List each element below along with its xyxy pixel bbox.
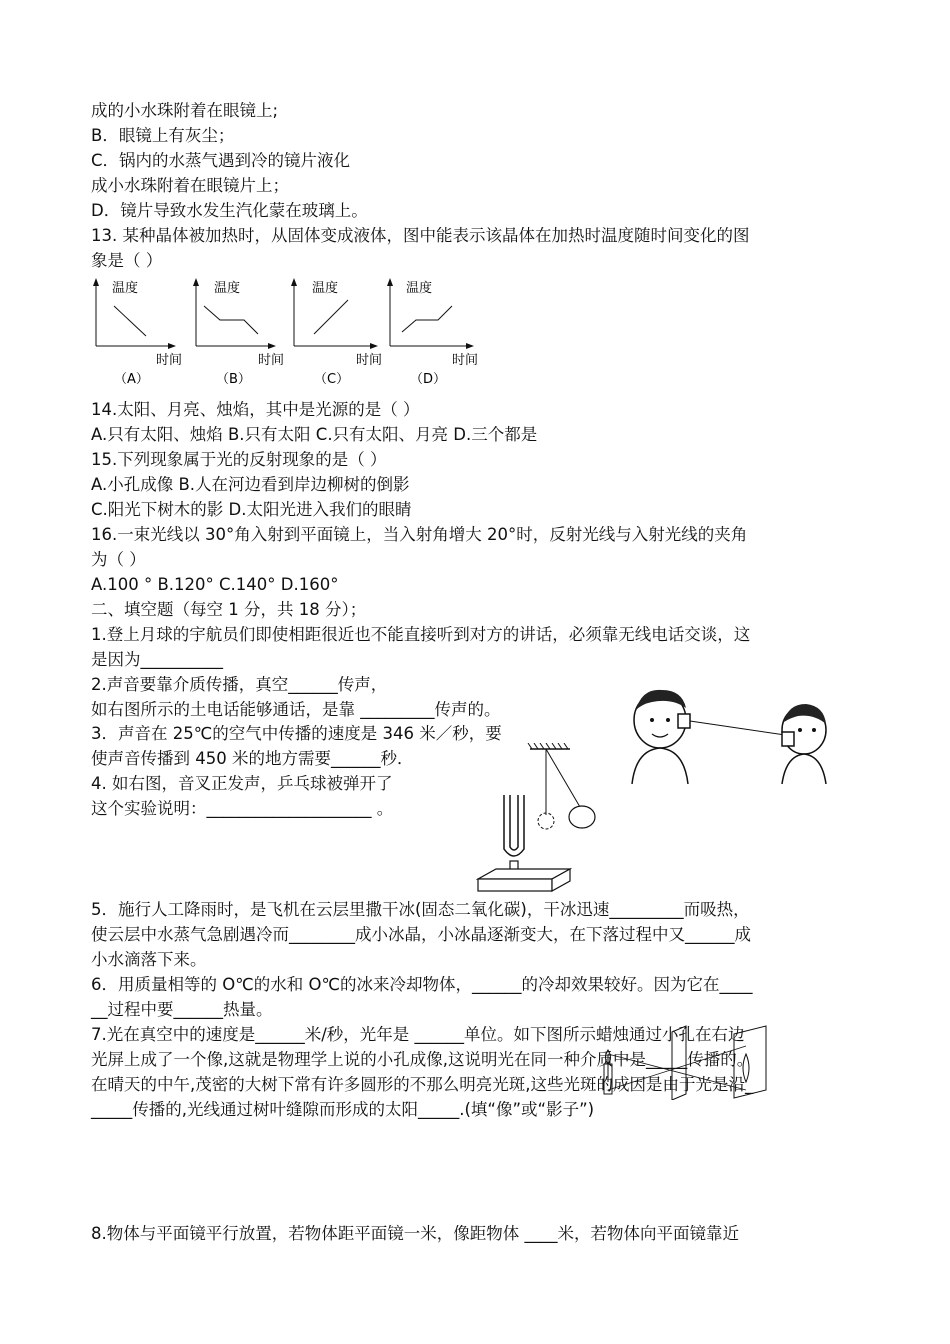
pinhole-camera-illustration	[596, 1024, 774, 1100]
graph-tag: （D）	[410, 372, 447, 386]
x-axis-label: 时间	[452, 353, 479, 368]
x-axis-arrow	[268, 343, 276, 349]
fill-4: 4. 如右图，音叉正发声，乒乓球被弹开了	[91, 774, 393, 793]
y-axis-arrow	[193, 278, 199, 286]
fill-1: 1.登上月球的宇航员们即使相距很近也不能直接听到对方的讲话，必须靠无线电话交谈，这	[91, 625, 751, 644]
question-15-options-row1: A.小孔成像 B.人在河边看到岸边柳树的倒影	[91, 475, 410, 494]
graph-d	[380, 276, 484, 386]
fill-7-line3: 在晴天的中午,茂密的大树下常有许多圆形的不那么明亮光斑,这些光斑的成因是由于光是沿_	[91, 1075, 754, 1094]
base-front	[478, 879, 552, 891]
fill-2-continued: 如右图所示的土电话能够通话，是靠 _________传声的。	[91, 700, 501, 719]
temperature-curve	[114, 306, 146, 336]
y-axis-arrow	[291, 278, 297, 286]
y-axis-label: 温度	[112, 281, 139, 296]
temperature-curve	[204, 306, 258, 334]
fill-6-continued: __过程中要______热量。	[91, 1000, 273, 1019]
fill-5-end: 小水滴落下来。	[91, 950, 207, 969]
question-15: 15.下列现象属于光的反射现象的是（ ）	[91, 450, 387, 469]
string-telephone-illustration	[622, 684, 832, 784]
fill-6: 6．用质量相等的 O℃的水和 O℃的冰来冷却物体，______的冷却效果较好。因为它在____	[91, 975, 753, 994]
ping-pong-ball	[569, 806, 595, 828]
option-c-continued: 成小水珠附着在眼镜片上；	[91, 176, 289, 195]
fill-7-continued: 光屏上成了一个像,这就是物理学上说的小孔成像,这说明光在同一种介质中是_____传播的。	[91, 1050, 754, 1069]
question-13: 13. 某种晶体被加热时，从固体变成液体，图中能表示该晶体在加热时温度随时间变化的图	[91, 226, 750, 245]
graph-a	[86, 276, 186, 386]
left-cup	[678, 714, 690, 728]
ceiling-hatch	[528, 743, 568, 749]
x-axis-label: 时间	[156, 353, 183, 368]
light-ray	[608, 1046, 746, 1090]
fill-1-continued: 是因为__________	[91, 650, 223, 669]
fill-5: 5．施行人工降雨时，是飞机在云层里撒干冰(固态二氧化碳)，干冰迅速_________而吸热，	[91, 900, 750, 919]
y-axis-label: 温度	[214, 281, 241, 296]
tuning-fork-illustration	[476, 743, 608, 893]
fill-8: 8.物体与平面镜平行放置，若物体距平面镜一米，像距物体 ____米，若物体向平面镜靠近	[91, 1224, 739, 1243]
fill-7: 7.光在真空中的速度是______米/秒，光年是 ______单位。如下图所示蜡烛通过小孔在右边	[91, 1025, 745, 1044]
temperature-curve	[314, 300, 348, 334]
fill-4-continued: 这个实验说明：____________________ 。	[91, 799, 394, 818]
x-axis-label: 时间	[356, 353, 383, 368]
graph-tag: （B）	[216, 372, 251, 386]
option-b: B．眼镜上有灰尘；	[91, 126, 235, 145]
graph-tag: （C）	[314, 372, 350, 386]
x-axis-arrow	[168, 343, 176, 349]
graph-b	[186, 276, 286, 386]
pinhole-board	[672, 1026, 686, 1100]
x-axis-arrow	[466, 343, 474, 349]
question-13-continued: 象是（ ）	[91, 251, 163, 270]
question-15-options-row2: C.阳光下树木的影 D.太阳光进入我们的眼睛	[91, 500, 412, 519]
fill-7-line4: _____传播的,光线通过树叶缝隙而形成的太阳_____.(填“像”或“影子”)	[91, 1100, 595, 1119]
section-heading: 二、填空题（每空 1 分，共 18 分）；	[91, 600, 367, 619]
fill-5-continued: 使云层中水蒸气急剧遇冷而________成小冰晶，小冰晶逐渐变大，在下落过程中又______成	[91, 925, 751, 944]
question-14: 14.太阳、月亮、烛焰，其中是光源的是（ ）	[91, 400, 420, 419]
tuning-fork	[504, 795, 524, 856]
screen	[734, 1026, 766, 1098]
question-16-continued: 为（ ）	[91, 550, 146, 569]
question-16: 16.一束光线以 30°角入射到平面镜上，当入射角增大 20°时，反射光线与入射光线的夹角	[91, 525, 748, 544]
light-ray	[608, 1054, 746, 1090]
option-c: C．锅内的水蒸气遇到冷的镜片液化	[91, 151, 351, 170]
graph-c	[284, 276, 388, 386]
y-axis-label: 温度	[312, 281, 339, 296]
y-axis-label: 温度	[406, 281, 433, 296]
x-axis-arrow	[370, 343, 378, 349]
temperature-curve	[402, 306, 452, 332]
fill-3: 3．声音在 25℃的空气中传播的速度是 346 米／秒，要	[91, 724, 502, 743]
right-boy-eye	[798, 728, 802, 732]
left-boy-eye	[666, 718, 670, 722]
y-axis-arrow	[387, 278, 393, 286]
right-cup	[782, 732, 794, 746]
option-d: D．镜片导致水发生汽化蒙在玻璃上。	[91, 201, 368, 220]
question-16-options: A.100 ° B.120° C.140° D.160°	[91, 575, 339, 594]
question-14-options: A.只有太阳、烛焰 B.只有太阳 C.只有太阳、月亮 D.三个都是	[91, 425, 538, 444]
right-boy-eye	[812, 728, 816, 732]
pendulum-string	[546, 749, 580, 807]
y-axis-arrow	[93, 278, 99, 286]
inverted-image	[743, 1054, 749, 1082]
graph-tag: （A）	[114, 372, 149, 386]
x-axis-label: 时间	[258, 353, 285, 368]
ball-rest-position	[538, 813, 554, 829]
option-a-continued: 成的小水珠附着在眼镜上;	[91, 101, 279, 120]
left-boy-eye	[650, 718, 654, 722]
fill-3-continued: 使声音传播到 450 米的地方需要______秒．	[91, 749, 414, 768]
fill-2: 2.声音要靠介质传播，真空______传声，	[91, 675, 388, 694]
